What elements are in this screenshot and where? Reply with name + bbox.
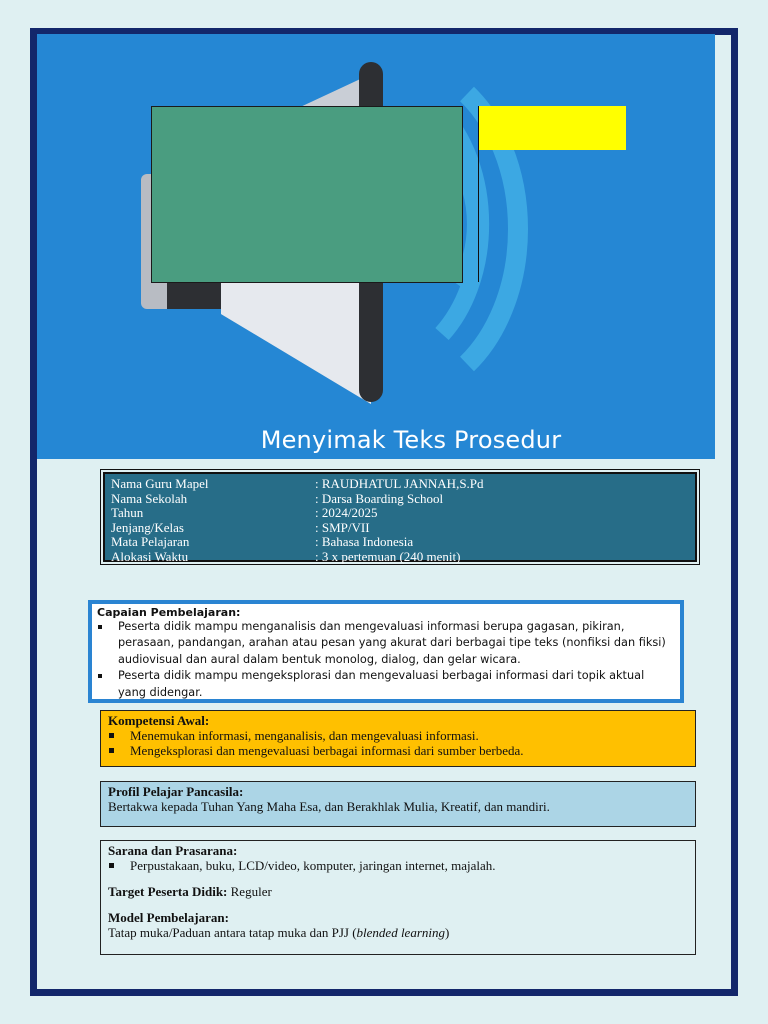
identity-value: : RAUDHATUL JANNAH,S.Pd [315, 476, 484, 491]
identity-label: Alokasi Waktu [111, 548, 189, 564]
profil-text: Bertakwa kepada Tuhan Yang Maha Esa, dan Berakhlak Mulia, Kreatif, dan mandiri. [108, 799, 550, 814]
kompetensi-list [108, 728, 688, 758]
target-value: Reguler [227, 884, 272, 899]
identity-label: Mata Pelajaran [111, 534, 190, 549]
list-item: Peserta didik mampu menganalisis dan mengevaluasi informasi berupa gagasan, pikiran, perasaan, pandangan, arahan atau pesan yang akurat dari berbagai tipe teks (nonfiksi dan fiksi) audiovisual dan aural dalam bentuk monolog, dialog, dan gelar wicara. [97, 619, 675, 668]
identity-value: : SMP/VII [315, 519, 370, 535]
sarana-list [108, 858, 688, 873]
model-text-after: ) [445, 925, 450, 940]
identity-value: : Bahasa Indonesia [315, 534, 414, 549]
identity-table [100, 469, 700, 565]
identity-label: Nama Guru Mapel [111, 476, 209, 491]
target-label: Target Peserta Didik: [108, 884, 228, 899]
list-item: Mengeksplorasi dan mengevaluasi berbagai informasi dari sumber berbeda. [108, 743, 688, 758]
identity-value: : Darsa Boarding School [315, 490, 444, 506]
sarana-prasarana-box [100, 840, 696, 955]
kompetensi-heading: Kompetensi Awal: [108, 713, 210, 728]
model-heading: Model Pembelajaran: [108, 910, 229, 925]
identity-label: Tahun [111, 505, 144, 520]
capaian-pembelajaran-box [88, 600, 684, 703]
model-text [108, 925, 688, 940]
profil-pelajar-box [100, 781, 696, 827]
profil-heading: Profil Pelajar Pancasila: [108, 784, 244, 799]
capaian-list [97, 619, 675, 701]
cover-green-block [151, 106, 463, 283]
identity-row [111, 535, 689, 550]
identity-row [111, 521, 689, 536]
identity-label: Jenjang/Kelas [111, 519, 184, 535]
identity-row [111, 506, 689, 521]
identity-table-body [103, 472, 697, 562]
identity-label: Nama Sekolah [111, 490, 188, 506]
list-item: Menemukan informasi, menganalisis, dan mengevaluasi informasi. [108, 728, 688, 743]
kompetensi-awal-box [100, 710, 696, 767]
identity-row [111, 477, 689, 492]
model-text-before: Tatap muka/Paduan antara tatap muka dan PJJ ( [108, 925, 357, 940]
cover-title: Menyimak Teks Prosedur [260, 426, 562, 454]
cover-yellow-block [479, 106, 626, 150]
capaian-heading: Capaian Pembelajaran: [97, 606, 241, 619]
identity-row [111, 550, 689, 565]
identity-row [111, 492, 689, 507]
target-line [108, 884, 688, 899]
cover-banner [37, 34, 715, 459]
list-item: Peserta didik mampu mengeksplorasi dan mengevaluasi berbagai informasi dari topik aktual yang didengar. [97, 668, 675, 701]
sarana-heading: Sarana dan Prasarana: [108, 843, 238, 858]
model-text-italic: blended learning [356, 925, 446, 940]
identity-value: : 3 x pertemuan (240 menit) [315, 548, 461, 564]
list-item: Perpustakaan, buku, LCD/video, komputer, jaringan internet, majalah. [108, 858, 688, 873]
identity-value: : 2024/2025 [315, 505, 378, 520]
